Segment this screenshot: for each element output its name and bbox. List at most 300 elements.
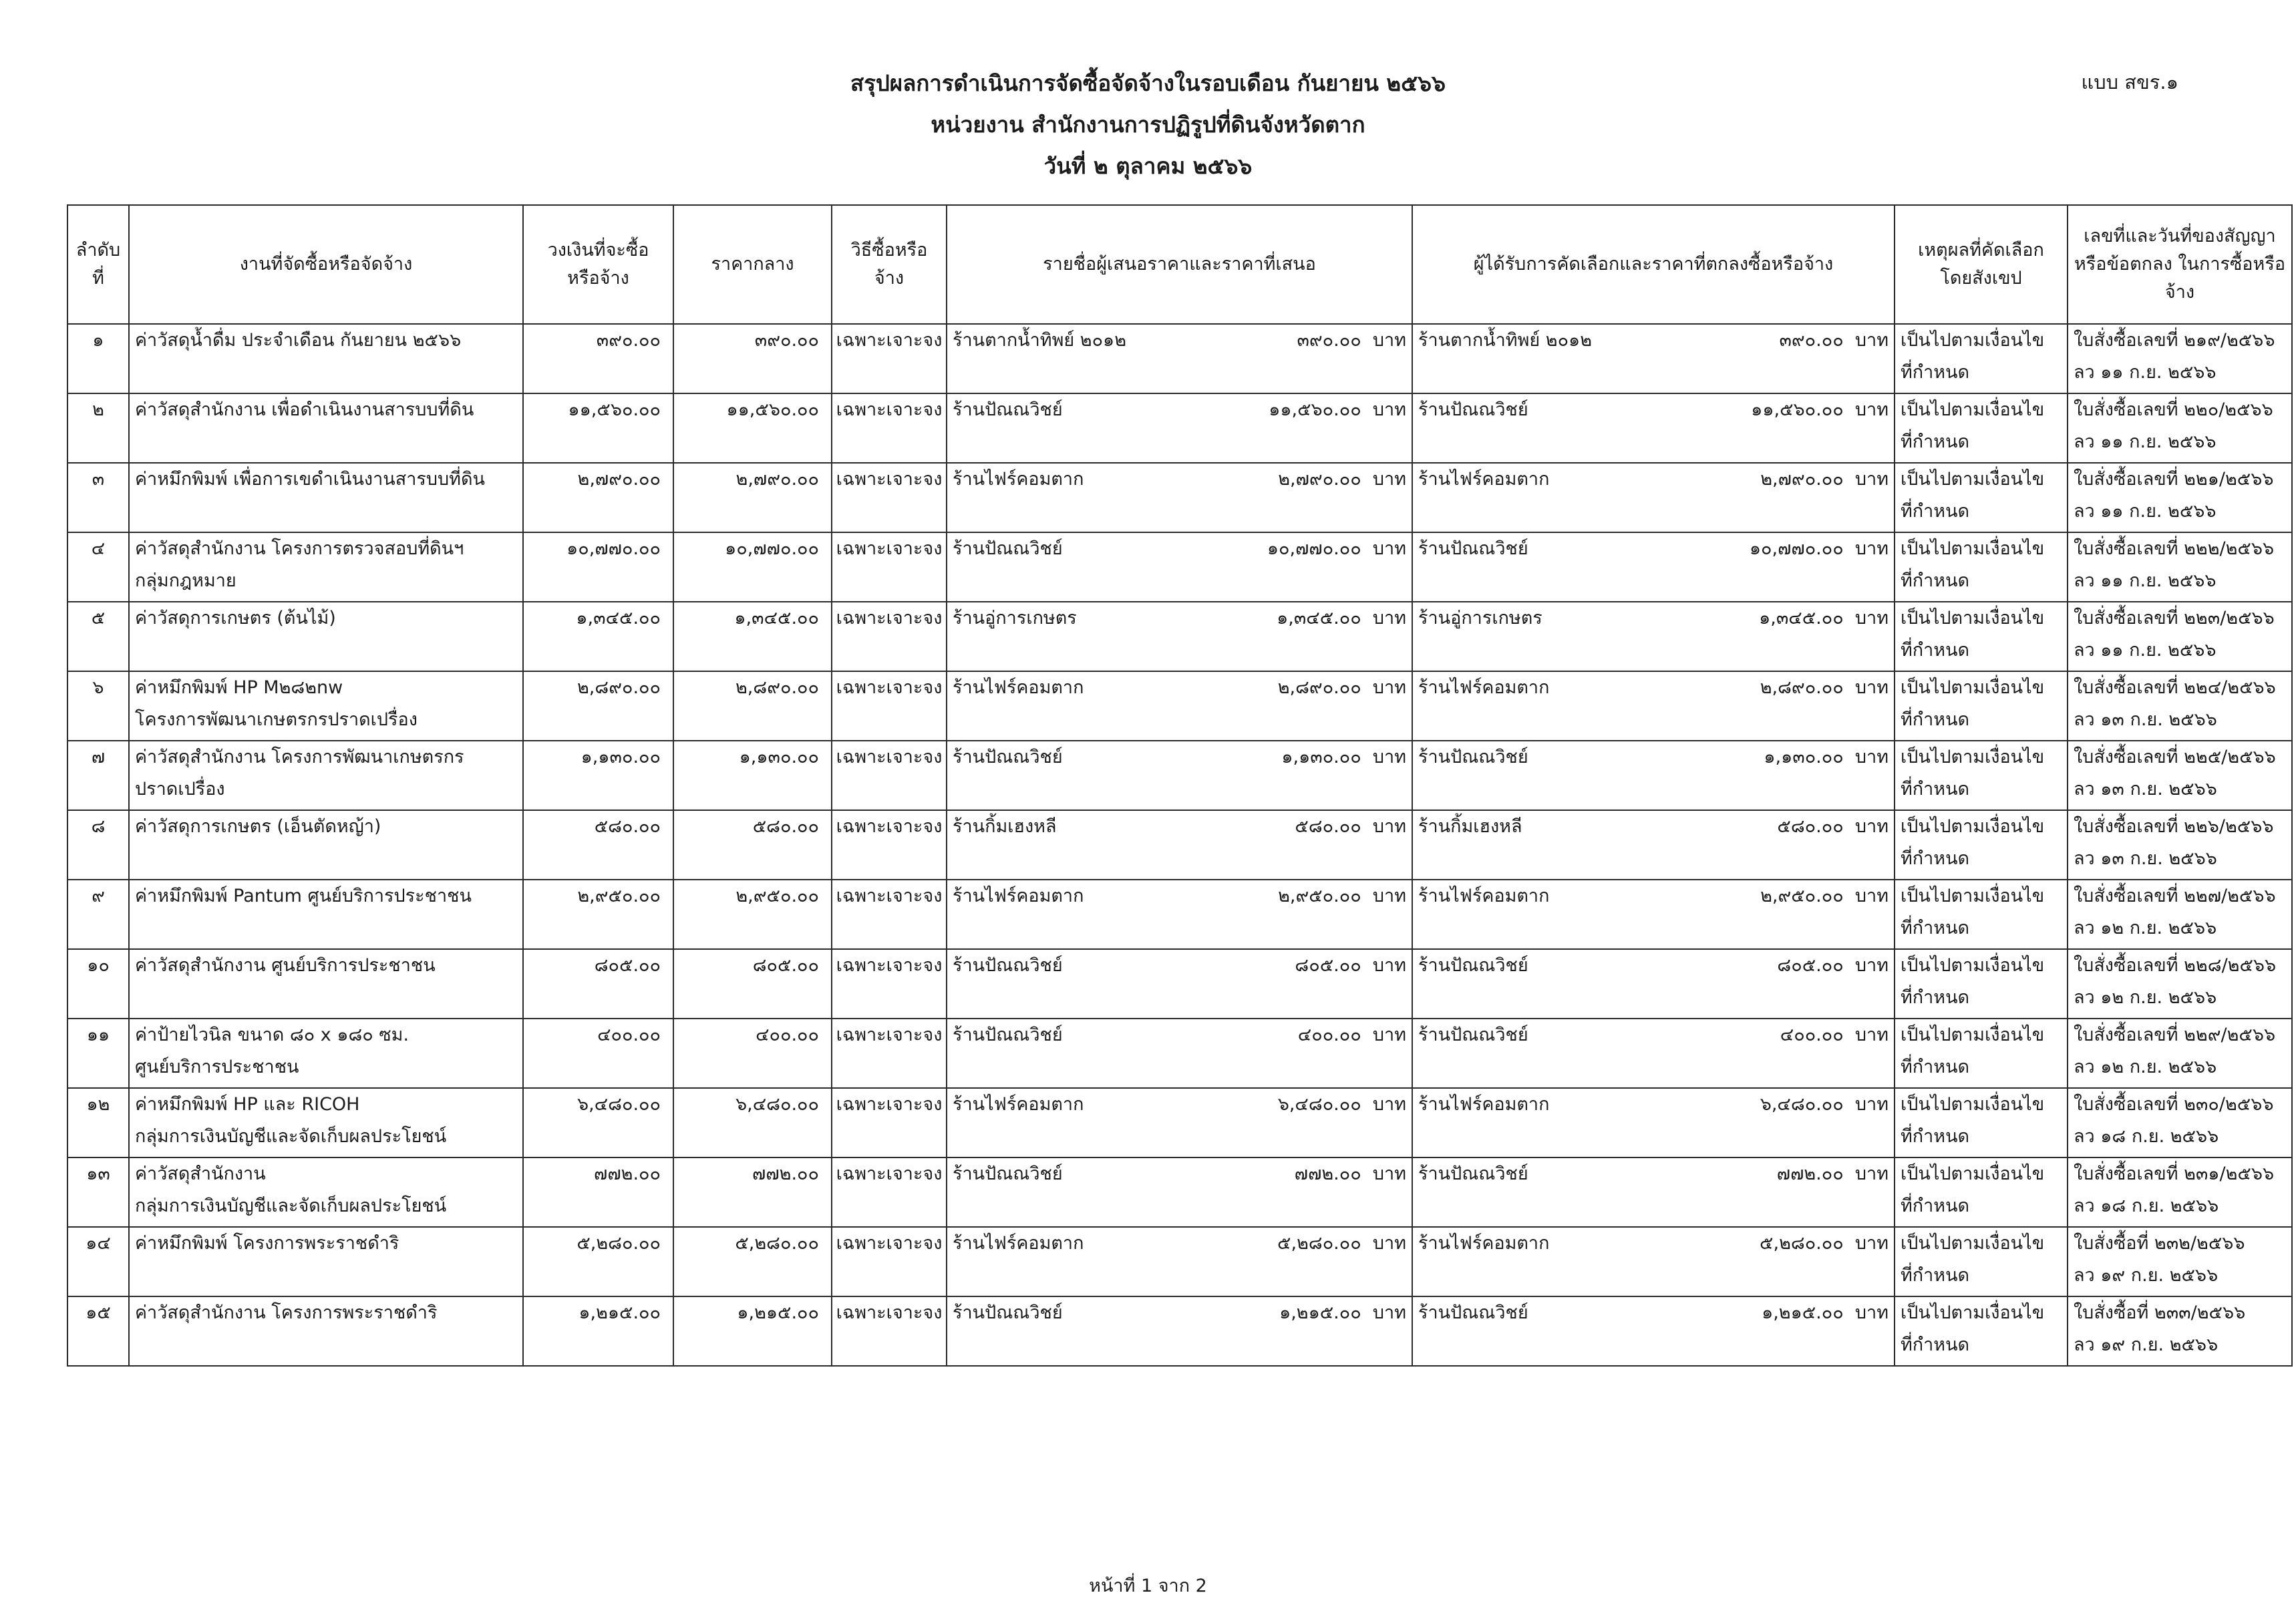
win-amount-group — [1760, 1089, 1889, 1121]
procurement-method: เฉพาะเจาะจง — [836, 1164, 943, 1184]
method-cell — [832, 532, 947, 602]
bidder-entry — [953, 741, 1406, 773]
reason-line-2: ที่กำหนด — [1901, 570, 1970, 591]
reason-line-2: ที่กำหนด — [1901, 640, 1970, 661]
row-number-cell — [67, 949, 129, 1019]
winner-name: ร้านปัณณวิชย์ — [1418, 1302, 1528, 1323]
winner-cell — [1412, 741, 1895, 810]
budget-cell — [523, 1296, 673, 1366]
bidder-entry — [953, 1019, 1406, 1051]
contract-cell — [2068, 810, 2292, 880]
contract-number: ใบสั่งซื้อเลขที่ ๒๒๓/๒๕๖๖ — [2074, 608, 2275, 629]
contract-date: ลว ๑๘ ก.ย. ๒๕๖๖ — [2074, 1126, 2219, 1147]
bid-amount: ๕๘๐.๐๐ — [1295, 816, 1361, 837]
reason-line-2: ที่กำหนด — [1901, 709, 1970, 730]
winner-name: ร้านปัณณวิชย์ — [1418, 538, 1528, 559]
row-number-cell — [67, 810, 129, 880]
reason-line-1: เป็นไปตามเงื่อนไข — [1901, 399, 2045, 420]
contract-date: ลว ๑๓ ก.ย. ๒๕๖๖ — [2074, 848, 2217, 869]
item-line-1: ค่าวัสดุสำนักงาน ศูนย์บริการประชาชน — [135, 955, 436, 976]
contract-date: ลว ๑๘ ก.ย. ๒๕๖๖ — [2074, 1196, 2219, 1216]
reason-line-1: เป็นไปตามเงื่อนไข — [1901, 747, 2045, 767]
reason-line-1: เป็นไปตามเงื่อนไข — [1901, 1025, 2045, 1045]
reason-line-1: เป็นไปตามเงื่อนไข — [1901, 955, 2045, 976]
winner-entry — [1418, 1297, 1889, 1329]
winner-entry — [1418, 1228, 1889, 1260]
item-cell — [129, 532, 523, 602]
bidder-name: ร้านไฟร์คอมตาก — [953, 677, 1084, 698]
bidder-entry — [953, 672, 1406, 704]
table-row — [67, 671, 2292, 741]
reason-line-1: เป็นไปตามเงื่อนไข — [1901, 816, 2045, 837]
currency-label: บาท — [1372, 399, 1406, 420]
bidder-cell — [947, 741, 1412, 810]
bid-amount-group — [1269, 394, 1406, 426]
procurement-method: เฉพาะเจาะจง — [836, 1094, 943, 1115]
table-row — [67, 741, 2292, 810]
win-amount-group — [1762, 1297, 1889, 1329]
bidder-name: ร้านปัณณวิชย์ — [953, 1302, 1063, 1323]
median-price-cell — [673, 741, 832, 810]
form-code: แบบ สขร.๑ — [2081, 71, 2178, 94]
contract-number: ใบสั่งซื้อเลขที่ ๒๒๑/๒๕๖๖ — [2074, 469, 2274, 490]
contract-cell — [2068, 532, 2292, 602]
contract-number: ใบสั่งซื้อเลขที่ ๒๒๕/๒๕๖๖ — [2074, 747, 2276, 767]
median-price: ๑๑,๕๖๐.๐๐ — [726, 399, 819, 420]
row-number: ๑๒ — [86, 1094, 110, 1115]
budget-amount: ๑๑,๕๖๐.๐๐ — [568, 399, 661, 420]
budget-amount: ๗๗๒.๐๐ — [594, 1164, 661, 1184]
reason-line-1: เป็นไปตามเงื่อนไข — [1901, 469, 2045, 490]
win-amount-group — [1751, 394, 1889, 426]
reason-cell — [1895, 532, 2068, 602]
median-price-cell — [673, 1296, 832, 1366]
contract-cell — [2068, 1227, 2292, 1296]
bid-amount: ๒,๗๙๐.๐๐ — [1278, 469, 1361, 490]
winner-cell — [1412, 1296, 1895, 1366]
bidder-cell — [947, 671, 1412, 741]
row-number-cell — [67, 532, 129, 602]
currency-label: บาท — [1854, 1233, 1889, 1254]
bidder-cell — [947, 463, 1412, 532]
contract-number: ใบสั่งซื้อที่ ๒๓๓/๒๕๖๖ — [2074, 1302, 2246, 1323]
row-number: ๑๐ — [87, 955, 110, 976]
budget-cell — [523, 463, 673, 532]
reason-line-2: ที่กำหนด — [1901, 918, 1970, 938]
item-line-1: ค่าวัสดุสำนักงาน โครงการพัฒนาเกษตรกร — [135, 747, 464, 767]
winner-cell — [1412, 949, 1895, 1019]
bid-amount: ๒,๙๕๐.๐๐ — [1278, 886, 1361, 906]
bid-amount: ๖,๔๘๐.๐๐ — [1277, 1094, 1361, 1115]
procurement-method: เฉพาะเจาะจง — [836, 330, 943, 351]
win-amount-group — [1760, 1228, 1889, 1260]
winner-cell — [1412, 671, 1895, 741]
table-row — [67, 949, 2292, 1019]
row-number-cell — [67, 463, 129, 532]
bid-amount-group — [1295, 1158, 1406, 1190]
winner-name: ร้านกิ้มเฮงหลี — [1418, 816, 1522, 837]
bid-amount: ๑๑,๕๖๐.๐๐ — [1269, 399, 1361, 420]
median-price-cell — [673, 324, 832, 393]
median-price: ๕,๒๘๐.๐๐ — [735, 1233, 819, 1254]
win-amount: ๕,๒๘๐.๐๐ — [1760, 1233, 1844, 1254]
method-cell — [832, 671, 947, 741]
winner-entry — [1418, 394, 1889, 426]
row-number-cell — [67, 671, 129, 741]
bidder-cell — [947, 393, 1412, 463]
row-number-cell — [67, 393, 129, 463]
contract-number: ใบสั่งซื้อเลขที่ ๒๒๗/๒๕๖๖ — [2074, 886, 2276, 906]
reason-line-1: เป็นไปตามเงื่อนไข — [1901, 1094, 2045, 1115]
header-col-budget: วงเงินที่จะซื้อ หรือจ้าง — [523, 205, 673, 324]
reason-line-2: ที่กำหนด — [1901, 1265, 1970, 1286]
budget-cell — [523, 1227, 673, 1296]
win-amount-group — [1777, 950, 1889, 982]
bidder-entry — [953, 602, 1406, 635]
win-amount-group — [1777, 811, 1889, 843]
procurement-table — [67, 204, 2293, 1367]
winner-name: ร้านปัณณวิชย์ — [1418, 955, 1528, 976]
table-row — [67, 1019, 2292, 1088]
reason-line-1: เป็นไปตามเงื่อนไข — [1901, 330, 2045, 351]
win-amount: ๒,๘๙๐.๐๐ — [1760, 677, 1844, 698]
header-col-median: ราคากลาง — [673, 205, 832, 324]
header-col-bidders: รายชื่อผู้เสนอราคาและราคาที่เสนอ — [947, 205, 1412, 324]
contract-date: ลว ๑๑ ก.ย. ๒๕๖๖ — [2074, 431, 2217, 452]
budget-amount: ๓๙๐.๐๐ — [596, 330, 661, 351]
item-line-1: ค่าหมึกพิมพ์ HP M๒๘๒nw — [135, 677, 343, 698]
budget-amount: ๖,๔๘๐.๐๐ — [577, 1094, 661, 1115]
median-price: ๒,๙๕๐.๐๐ — [735, 886, 819, 906]
bid-amount-group — [1277, 602, 1406, 635]
method-cell — [832, 1157, 947, 1227]
budget-amount: ๑,๒๑๕.๐๐ — [579, 1302, 661, 1323]
method-cell — [832, 1227, 947, 1296]
median-price-cell — [673, 463, 832, 532]
item-cell — [129, 810, 523, 880]
bidder-name: ร้านไฟร์คอมตาก — [953, 1233, 1084, 1254]
document-date: วันที่ ๒ ตุลาคม ๒๕๖๖ — [1043, 153, 1253, 179]
item-line-1: ค่าป้ายไวนิล ขนาด ๘๐ x ๑๘๐ ซม. — [135, 1025, 409, 1045]
contract-cell — [2068, 602, 2292, 671]
row-number: ๓ — [92, 469, 105, 490]
contract-cell — [2068, 1296, 2292, 1366]
item-cell — [129, 1019, 523, 1088]
budget-amount: ๑๐,๗๗๐.๐๐ — [566, 538, 661, 559]
reason-line-2: ที่กำหนด — [1901, 501, 1970, 522]
row-number: ๖ — [92, 677, 104, 698]
currency-label: บาท — [1372, 677, 1406, 698]
contract-number: ใบสั่งซื้อเลขที่ ๒๑๙/๒๕๖๖ — [2074, 330, 2275, 351]
contract-cell — [2068, 463, 2292, 532]
budget-amount: ๕๘๐.๐๐ — [594, 816, 661, 837]
item-line-2: กลุ่มการเงินบัญชีและจัดเก็บผลประโยชน์ — [135, 1196, 447, 1216]
table-row — [67, 1088, 2292, 1157]
bidder-cell — [947, 602, 1412, 671]
bidder-entry — [953, 1089, 1406, 1121]
currency-label: บาท — [1372, 1025, 1406, 1045]
procurement-method: เฉพาะเจาะจง — [836, 1025, 943, 1045]
winner-name: ร้านปัณณวิชย์ — [1418, 747, 1528, 767]
currency-label: บาท — [1372, 1302, 1406, 1323]
budget-amount: ๔๐๐.๐๐ — [597, 1025, 661, 1045]
win-amount: ๗๗๒.๐๐ — [1776, 1164, 1844, 1184]
reason-line-2: ที่กำหนด — [1901, 1057, 1970, 1077]
bidder-name: ร้านไฟร์คอมตาก — [953, 469, 1084, 490]
contract-date: ลว ๑๑ ก.ย. ๒๕๖๖ — [2074, 570, 2217, 591]
currency-label: บาท — [1372, 538, 1406, 559]
method-cell — [832, 741, 947, 810]
currency-label: บาท — [1854, 330, 1889, 351]
agency-name: หน่วยงาน สำนักงานการปฏิรูปที่ดินจังหวัดตาก — [931, 112, 1365, 138]
win-amount: ๒,๙๕๐.๐๐ — [1760, 886, 1844, 906]
bid-amount-group — [1277, 1228, 1406, 1260]
median-price: ๑๐,๗๗๐.๐๐ — [725, 538, 819, 559]
budget-amount: ๕,๒๘๐.๐๐ — [577, 1233, 661, 1254]
budget-cell — [523, 393, 673, 463]
budget-amount: ๑,๓๔๕.๐๐ — [576, 608, 661, 629]
bid-amount-group — [1298, 1019, 1406, 1051]
win-amount: ๓๙๐.๐๐ — [1779, 330, 1844, 351]
bid-amount: ๓๙๐.๐๐ — [1297, 330, 1361, 351]
reason-line-1: เป็นไปตามเงื่อนไข — [1901, 1164, 2045, 1184]
bidder-entry — [953, 464, 1406, 496]
contract-date: ลว ๑๙ ก.ย. ๒๕๖๖ — [2074, 1265, 2219, 1286]
procurement-method: เฉพาะเจาะจง — [836, 955, 943, 976]
table-body — [67, 324, 2292, 1366]
row-number: ๑ — [92, 330, 104, 351]
bid-amount-group — [1278, 880, 1406, 912]
win-amount-group — [1760, 880, 1889, 912]
reason-cell — [1895, 741, 2068, 810]
contract-number: ใบสั่งซื้อเลขที่ ๒๒๙/๒๕๖๖ — [2074, 1025, 2276, 1045]
winner-name: ร้านปัณณวิชย์ — [1418, 1025, 1528, 1045]
bidder-cell — [947, 810, 1412, 880]
header-col-winner: ผู้ได้รับการคัดเลือกและราคาที่ตกลงซื้อหรือจ้าง — [1412, 205, 1895, 324]
item-line-2: กลุ่มการเงินบัญชีและจัดเก็บผลประโยชน์ — [135, 1126, 447, 1147]
contract-date: ลว ๑๒ ก.ย. ๒๕๖๖ — [2074, 1057, 2217, 1077]
header-col-item: งานที่จัดซื้อหรือจัดจ้าง — [129, 205, 523, 324]
contract-date: ลว ๑๑ ก.ย. ๒๕๖๖ — [2074, 640, 2217, 661]
median-price-cell — [673, 532, 832, 602]
header-col-method: วิธีซื้อหรือจ้าง — [832, 205, 947, 324]
currency-label: บาท — [1854, 399, 1889, 420]
bidder-entry — [953, 880, 1406, 912]
reason-line-2: ที่กำหนด — [1901, 987, 1970, 1008]
currency-label: บาท — [1372, 469, 1406, 490]
reason-line-1: เป็นไปตามเงื่อนไข — [1901, 608, 2045, 629]
procurement-method: เฉพาะเจาะจง — [836, 1302, 943, 1323]
bidder-entry — [953, 1228, 1406, 1260]
page-number: หน้าที่ 1 จาก 2 — [1089, 1576, 1207, 1596]
reason-cell — [1895, 1019, 2068, 1088]
procurement-method: เฉพาะเจาะจง — [836, 538, 943, 559]
row-number: ๕ — [91, 608, 106, 629]
winner-name: ร้านปัณณวิชย์ — [1418, 1164, 1528, 1184]
bidder-cell — [947, 324, 1412, 393]
winner-name: ร้านไฟร์คอมตาก — [1418, 677, 1550, 698]
currency-label: บาท — [1372, 330, 1406, 351]
currency-label: บาท — [1854, 1164, 1889, 1184]
reason-cell — [1895, 810, 2068, 880]
budget-amount: ๒,๗๙๐.๐๐ — [577, 469, 661, 490]
reason-line-2: ที่กำหนด — [1901, 1196, 1970, 1216]
win-amount-group — [1760, 672, 1889, 704]
bidder-name: ร้านปัณณวิชย์ — [953, 1164, 1063, 1184]
reason-cell — [1895, 1088, 2068, 1157]
bidder-entry — [953, 394, 1406, 426]
procurement-method: เฉพาะเจาะจง — [836, 816, 943, 837]
winner-cell — [1412, 810, 1895, 880]
contract-date: ลว ๑๙ ก.ย. ๒๕๖๖ — [2074, 1334, 2219, 1355]
winner-name: ร้านไฟร์คอมตาก — [1418, 469, 1550, 490]
median-price-cell — [673, 949, 832, 1019]
contract-number: ใบสั่งซื้อเลขที่ ๒๒๐/๒๕๖๖ — [2074, 399, 2273, 420]
budget-cell — [523, 324, 673, 393]
item-cell — [129, 1157, 523, 1227]
winner-entry — [1418, 1019, 1889, 1051]
median-price: ๔๐๐.๐๐ — [756, 1025, 819, 1045]
item-cell — [129, 1088, 523, 1157]
median-price-cell — [673, 1157, 832, 1227]
row-number-cell — [67, 324, 129, 393]
win-amount: ๑,๓๔๕.๐๐ — [1759, 608, 1844, 629]
table-row — [67, 532, 2292, 602]
item-line-1: ค่าวัสดุการเกษตร (เอ็นตัดหญ้า) — [135, 816, 381, 837]
winner-cell — [1412, 393, 1895, 463]
median-price: ๗๗๒.๐๐ — [752, 1164, 819, 1184]
bidder-cell — [947, 1157, 1412, 1227]
method-cell — [832, 880, 947, 949]
budget-amount: ๑,๑๓๐.๐๐ — [581, 747, 661, 767]
bidder-cell — [947, 949, 1412, 1019]
reason-cell — [1895, 671, 2068, 741]
table-row — [67, 1157, 2292, 1227]
budget-cell — [523, 1019, 673, 1088]
bidder-entry — [953, 1158, 1406, 1190]
reason-cell — [1895, 949, 2068, 1019]
item-line-1: ค่าวัสดุสำนักงาน โครงการตรวจสอบที่ดินฯ — [135, 538, 464, 559]
table-row — [67, 1227, 2292, 1296]
item-cell — [129, 1227, 523, 1296]
method-cell — [832, 810, 947, 880]
reason-cell — [1895, 393, 2068, 463]
bid-amount: ๕,๒๘๐.๐๐ — [1277, 1233, 1361, 1254]
contract-cell — [2068, 393, 2292, 463]
currency-label: บาท — [1854, 677, 1889, 698]
header-col-contract: เลขที่และวันที่ของสัญญา หรือข้อตกลง ในการซื้อหรือจ้าง — [2068, 205, 2292, 324]
bidder-name: ร้านปัณณวิชย์ — [953, 1025, 1063, 1045]
winner-name: ร้านไฟร์คอมตาก — [1418, 886, 1550, 906]
currency-label: บาท — [1854, 1094, 1889, 1115]
winner-cell — [1412, 1019, 1895, 1088]
reason-line-1: เป็นไปตามเงื่อนไข — [1901, 1302, 2045, 1323]
document-title: สรุปผลการดำเนินการจัดซื้อจัดจ้างในรอบเดือน กันยายน ๒๕๖๖ — [850, 70, 1446, 96]
row-number-cell — [67, 1296, 129, 1366]
bidder-name: ร้านปัณณวิชย์ — [953, 538, 1063, 559]
row-number-cell — [67, 1088, 129, 1157]
bidder-cell — [947, 1088, 1412, 1157]
winner-cell — [1412, 463, 1895, 532]
win-amount: ๔๐๐.๐๐ — [1780, 1025, 1844, 1045]
bid-amount-group — [1279, 1297, 1406, 1329]
contract-number: ใบสั่งซื้อเลขที่ ๒๓๐/๒๕๖๖ — [2074, 1094, 2274, 1115]
procurement-method: เฉพาะเจาะจง — [836, 469, 943, 490]
winner-cell — [1412, 1227, 1895, 1296]
currency-label: บาท — [1854, 1302, 1889, 1323]
bidder-name: ร้านไฟร์คอมตาก — [953, 886, 1084, 906]
bidder-entry — [953, 950, 1406, 982]
budget-cell — [523, 949, 673, 1019]
reason-line-1: เป็นไปตามเงื่อนไข — [1901, 1233, 2045, 1254]
budget-cell — [523, 741, 673, 810]
bidder-cell — [947, 1227, 1412, 1296]
row-number-cell — [67, 880, 129, 949]
win-amount: ๑,๒๑๕.๐๐ — [1762, 1302, 1844, 1323]
item-cell — [129, 463, 523, 532]
median-price: ๘๐๕.๐๐ — [752, 955, 819, 976]
contract-cell — [2068, 880, 2292, 949]
win-amount: ๑๑,๕๖๐.๐๐ — [1751, 399, 1844, 420]
currency-label: บาท — [1372, 816, 1406, 837]
win-amount: ๖,๔๘๐.๐๐ — [1760, 1094, 1844, 1115]
reason-line-1: เป็นไปตามเงื่อนไข — [1901, 886, 2045, 906]
bid-amount: ๑,๒๑๕.๐๐ — [1279, 1302, 1361, 1323]
currency-label: บาท — [1854, 955, 1889, 976]
reason-line-2: ที่กำหนด — [1901, 848, 1970, 869]
row-number: ๔ — [91, 538, 106, 559]
contract-number: ใบสั่งซื้อเลขที่ ๒๒๘/๒๕๖๖ — [2074, 955, 2277, 976]
table-row — [67, 463, 2292, 532]
bid-amount-group — [1278, 1089, 1406, 1121]
bid-amount: ๘๐๕.๐๐ — [1295, 955, 1361, 976]
item-line-1: ค่าหมึกพิมพ์ HP และ RICOH — [135, 1094, 360, 1115]
table-row — [67, 393, 2292, 463]
table-row — [67, 880, 2292, 949]
median-price-cell — [673, 1019, 832, 1088]
item-line-1: ค่าวัสดุสำนักงาน — [135, 1164, 266, 1184]
median-price: ๑,๒๑๕.๐๐ — [737, 1302, 819, 1323]
currency-label: บาท — [1854, 747, 1889, 767]
median-price: ๓๙๐.๐๐ — [754, 330, 819, 351]
row-number: ๗ — [91, 747, 106, 767]
row-number-cell — [67, 602, 129, 671]
row-number: ๒ — [92, 399, 104, 420]
winner-name: ร้านตากน้ำทิพย์ ๒๐๑๒ — [1418, 330, 1592, 351]
winner-cell — [1412, 1088, 1895, 1157]
winner-entry — [1418, 1089, 1889, 1121]
winner-entry — [1418, 672, 1889, 704]
win-amount-group — [1750, 533, 1889, 565]
bid-amount: ๑๐,๗๗๐.๐๐ — [1267, 538, 1361, 559]
bidder-name: ร้านอู่การเกษตร — [953, 608, 1077, 629]
median-price: ๕๘๐.๐๐ — [752, 816, 819, 837]
bidder-cell — [947, 1296, 1412, 1366]
bidder-name: ร้านตากน้ำทิพย์ ๒๐๑๒ — [953, 330, 1126, 351]
win-amount: ๑,๑๓๐.๐๐ — [1764, 747, 1844, 767]
method-cell — [832, 1088, 947, 1157]
bid-amount: ๔๐๐.๐๐ — [1297, 1025, 1361, 1045]
reason-cell — [1895, 602, 2068, 671]
winner-name: ร้านไฟร์คอมตาก — [1418, 1233, 1550, 1254]
item-line-1: ค่าหมึกพิมพ์ โครงการพระราชดำริ — [135, 1233, 399, 1254]
table-row — [67, 810, 2292, 880]
item-line-2: กลุ่มกฎหมาย — [135, 570, 236, 591]
bid-amount-group — [1295, 950, 1406, 982]
contract-date: ลว ๑๒ ก.ย. ๒๕๖๖ — [2074, 987, 2217, 1008]
item-line-1: ค่าวัสดุน้ำดื่ม ประจำเดือน กันยายน ๒๕๖๖ — [135, 330, 462, 351]
winner-entry — [1418, 325, 1889, 357]
